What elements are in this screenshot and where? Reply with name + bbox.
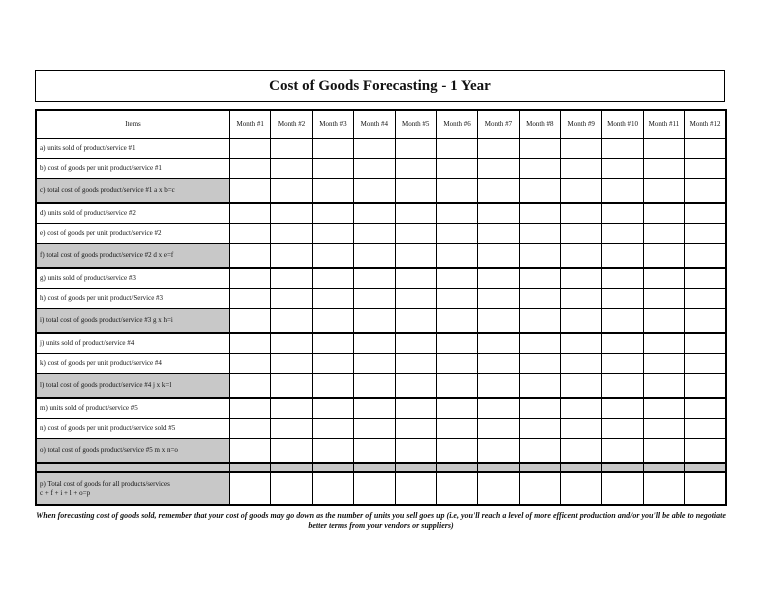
month-value-cell[interactable] [643,419,684,439]
row-label: e) cost of goods per unit product/service #2 [36,224,230,244]
items-column-header: Items [36,110,230,139]
month-value-cell[interactable] [643,224,684,244]
month-value-cell[interactable] [312,268,353,289]
table-row [36,289,726,309]
month-value-cell[interactable] [602,224,643,244]
month-value-cell[interactable] [271,224,312,244]
month-value-cell[interactable] [395,224,436,244]
month-value-cell[interactable] [354,463,395,472]
month-value-cell[interactable] [519,439,560,464]
month-value-cell[interactable] [395,179,436,204]
month-value-cell[interactable] [478,139,519,159]
row-label: k) cost of goods per unit product/service #4 [36,354,230,374]
month-value-cell[interactable] [685,139,726,159]
month-value-cell[interactable] [478,472,519,505]
month-value-cell[interactable] [602,439,643,464]
month-value-cell[interactable] [685,439,726,464]
month-value-cell[interactable] [354,289,395,309]
month-value-cell[interactable] [436,398,477,419]
month-value-cell[interactable] [519,472,560,505]
month-value-cell[interactable] [561,354,602,374]
month-value-cell[interactable] [602,463,643,472]
month-value-cell[interactable] [271,179,312,204]
month-value-cell[interactable] [312,463,353,472]
month-value-cell[interactable] [230,309,271,334]
month-value-cell[interactable] [436,203,477,224]
month-value-cell[interactable] [354,398,395,419]
month-value-cell[interactable] [395,159,436,179]
table-row [36,472,726,505]
month-value-cell[interactable] [312,244,353,269]
month-value-cell[interactable] [230,268,271,289]
month-column-header: Month #5 [395,110,436,139]
table-body [36,139,726,506]
row-label: p) Total cost of goods for all products/services c + f + i + l + o=p [36,472,230,505]
month-value-cell[interactable] [685,419,726,439]
month-value-cell[interactable] [436,289,477,309]
month-value-cell[interactable] [561,224,602,244]
month-value-cell[interactable] [685,463,726,472]
month-value-cell[interactable] [271,472,312,505]
month-value-cell[interactable] [685,289,726,309]
month-value-cell[interactable] [395,139,436,159]
month-value-cell[interactable] [602,159,643,179]
month-value-cell[interactable] [519,463,560,472]
month-value-cell[interactable] [602,472,643,505]
month-value-cell[interactable] [602,354,643,374]
month-value-cell[interactable] [312,309,353,334]
month-value-cell[interactable] [271,203,312,224]
table-row [36,463,726,472]
month-value-cell[interactable] [230,472,271,505]
month-value-cell[interactable] [519,398,560,419]
month-value-cell[interactable] [602,139,643,159]
month-column-header: Month #6 [436,110,477,139]
month-value-cell[interactable] [354,159,395,179]
forecast-table [35,109,727,506]
month-value-cell[interactable] [561,374,602,399]
month-value-cell[interactable] [395,244,436,269]
month-value-cell[interactable] [602,419,643,439]
month-value-cell[interactable] [395,472,436,505]
month-value-cell[interactable] [271,419,312,439]
month-value-cell[interactable] [643,398,684,419]
month-value-cell[interactable] [685,179,726,204]
month-value-cell[interactable] [230,244,271,269]
month-value-cell[interactable] [478,289,519,309]
month-value-cell[interactable] [643,289,684,309]
month-value-cell[interactable] [271,374,312,399]
month-value-cell[interactable] [230,139,271,159]
month-value-cell[interactable] [354,268,395,289]
month-value-cell[interactable] [685,159,726,179]
month-value-cell[interactable] [395,354,436,374]
month-value-cell[interactable] [478,374,519,399]
table-row [36,244,726,269]
month-value-cell[interactable] [561,203,602,224]
month-value-cell[interactable] [519,309,560,334]
month-value-cell[interactable] [312,224,353,244]
month-value-cell[interactable] [685,472,726,505]
month-value-cell[interactable] [643,179,684,204]
row-label [36,463,230,472]
month-value-cell[interactable] [478,309,519,334]
month-value-cell[interactable] [519,268,560,289]
month-value-cell[interactable] [271,463,312,472]
month-value-cell[interactable] [643,463,684,472]
month-value-cell[interactable] [354,179,395,204]
month-value-cell[interactable] [312,159,353,179]
table-row [36,159,726,179]
month-value-cell[interactable] [519,179,560,204]
forecast-note: When forecasting cost of goods sold, remember that your cost of goods may go down as the number of units you sell goes up (i.e, you'll reach a level of more efficent production and/or you'll be able to negotiate better terms from your vendors or suppliers) [36,511,726,530]
month-value-cell[interactable] [312,374,353,399]
month-value-cell[interactable] [436,463,477,472]
month-value-cell[interactable] [436,244,477,269]
month-value-cell[interactable] [561,289,602,309]
row-label: c) total cost of goods product/service #1 a x b=c [36,179,230,204]
table-header-row [36,110,726,139]
row-label: h) cost of goods per unit product/Service #3 [36,289,230,309]
month-value-cell[interactable] [230,439,271,464]
month-column-header: Month #11 [643,110,684,139]
month-value-cell[interactable] [478,203,519,224]
month-value-cell[interactable] [312,139,353,159]
table-row [36,309,726,334]
month-column-header: Month #3 [312,110,353,139]
month-value-cell[interactable] [478,419,519,439]
month-value-cell[interactable] [354,309,395,334]
month-column-header: Month #10 [602,110,643,139]
month-value-cell[interactable] [643,374,684,399]
month-value-cell[interactable] [271,244,312,269]
month-value-cell[interactable] [478,463,519,472]
month-value-cell[interactable] [395,333,436,354]
month-value-cell[interactable] [519,244,560,269]
month-value-cell[interactable] [519,354,560,374]
month-value-cell[interactable] [685,309,726,334]
month-value-cell[interactable] [519,374,560,399]
month-value-cell[interactable] [436,354,477,374]
month-value-cell[interactable] [230,289,271,309]
month-value-cell[interactable] [436,472,477,505]
month-column-header: Month #12 [685,110,726,139]
month-value-cell[interactable] [561,398,602,419]
month-value-cell[interactable] [395,309,436,334]
month-value-cell[interactable] [478,179,519,204]
month-value-cell[interactable] [643,439,684,464]
month-value-cell[interactable] [561,139,602,159]
month-column-header: Month #9 [561,110,602,139]
month-value-cell[interactable] [312,439,353,464]
month-value-cell[interactable] [602,309,643,334]
month-value-cell[interactable] [271,439,312,464]
month-value-cell[interactable] [230,224,271,244]
month-value-cell[interactable] [519,333,560,354]
month-value-cell[interactable] [478,354,519,374]
month-value-cell[interactable] [685,333,726,354]
month-value-cell[interactable] [395,374,436,399]
month-value-cell[interactable] [230,203,271,224]
month-value-cell[interactable] [561,268,602,289]
month-value-cell[interactable] [230,398,271,419]
month-value-cell[interactable] [436,179,477,204]
month-value-cell[interactable] [685,244,726,269]
month-column-header: Month #2 [271,110,312,139]
month-value-cell[interactable] [354,203,395,224]
month-value-cell[interactable] [312,333,353,354]
month-value-cell[interactable] [643,333,684,354]
month-value-cell[interactable] [230,463,271,472]
month-value-cell[interactable] [395,439,436,464]
row-label: i) total cost of goods product/service #3 g x h=i [36,309,230,334]
month-column-header: Month #7 [478,110,519,139]
month-value-cell[interactable] [685,354,726,374]
month-value-cell[interactable] [271,139,312,159]
month-value-cell[interactable] [395,419,436,439]
month-value-cell[interactable] [271,268,312,289]
row-label: o) total cost of goods product/service #5 m x n=o [36,439,230,464]
month-value-cell[interactable] [271,354,312,374]
month-value-cell[interactable] [436,159,477,179]
month-value-cell[interactable] [312,398,353,419]
row-label: l) total cost of goods product/service #4 j x k=l [36,374,230,399]
month-value-cell[interactable] [436,333,477,354]
table-row [36,139,726,159]
month-value-cell[interactable] [478,439,519,464]
table-row [36,354,726,374]
month-value-cell[interactable] [602,289,643,309]
month-value-cell[interactable] [230,159,271,179]
month-value-cell[interactable] [354,244,395,269]
table-row [36,439,726,464]
month-value-cell[interactable] [395,463,436,472]
month-value-cell[interactable] [230,179,271,204]
month-value-cell[interactable] [602,333,643,354]
month-value-cell[interactable] [436,139,477,159]
month-value-cell[interactable] [478,244,519,269]
row-label: j) units sold of product/service #4 [36,333,230,354]
month-value-cell[interactable] [230,419,271,439]
month-value-cell[interactable] [436,268,477,289]
month-value-cell[interactable] [519,139,560,159]
table-row [36,179,726,204]
month-value-cell[interactable] [271,289,312,309]
month-value-cell[interactable] [643,354,684,374]
month-value-cell[interactable] [561,463,602,472]
month-value-cell[interactable] [643,203,684,224]
month-value-cell[interactable] [271,333,312,354]
month-value-cell[interactable] [561,472,602,505]
table-row [36,203,726,224]
row-label: g) units sold of product/service #3 [36,268,230,289]
month-value-cell[interactable] [395,268,436,289]
table-row [36,333,726,354]
month-value-cell[interactable] [230,374,271,399]
month-value-cell[interactable] [395,203,436,224]
month-value-cell[interactable] [312,203,353,224]
month-value-cell[interactable] [602,203,643,224]
row-label: d) units sold of product/service #2 [36,203,230,224]
table-row [36,374,726,399]
month-value-cell[interactable] [271,309,312,334]
month-value-cell[interactable] [561,439,602,464]
row-label: f) total cost of goods product/service #2 d x e=f [36,244,230,269]
month-value-cell[interactable] [478,333,519,354]
month-value-cell[interactable] [436,419,477,439]
month-value-cell[interactable] [312,179,353,204]
month-value-cell[interactable] [602,374,643,399]
month-value-cell[interactable] [354,419,395,439]
month-value-cell[interactable] [602,244,643,269]
month-value-cell[interactable] [395,289,436,309]
month-value-cell[interactable] [354,472,395,505]
month-value-cell[interactable] [561,159,602,179]
month-value-cell[interactable] [478,268,519,289]
month-value-cell[interactable] [643,309,684,334]
month-value-cell[interactable] [643,268,684,289]
table-row [36,268,726,289]
month-value-cell[interactable] [312,419,353,439]
month-value-cell[interactable] [312,472,353,505]
month-value-cell[interactable] [643,139,684,159]
month-value-cell[interactable] [519,203,560,224]
month-value-cell[interactable] [436,374,477,399]
table-row [36,398,726,419]
month-value-cell[interactable] [478,159,519,179]
month-value-cell[interactable] [561,333,602,354]
month-value-cell[interactable] [643,159,684,179]
month-value-cell[interactable] [561,309,602,334]
month-value-cell[interactable] [478,398,519,419]
month-column-header: Month #4 [354,110,395,139]
table-row [36,419,726,439]
month-value-cell[interactable] [312,289,353,309]
month-value-cell[interactable] [395,398,436,419]
month-value-cell[interactable] [354,354,395,374]
row-label: n) cost of goods per unit product/service sold #5 [36,419,230,439]
month-value-cell[interactable] [354,439,395,464]
row-label: b) cost of goods per unit product/service #1 [36,159,230,179]
month-value-cell[interactable] [602,398,643,419]
month-value-cell[interactable] [354,139,395,159]
month-value-cell[interactable] [230,354,271,374]
month-value-cell[interactable] [519,419,560,439]
month-value-cell[interactable] [312,354,353,374]
month-value-cell[interactable] [685,398,726,419]
month-value-cell[interactable] [519,159,560,179]
month-value-cell[interactable] [230,333,271,354]
month-value-cell[interactable] [685,224,726,244]
month-value-cell[interactable] [436,309,477,334]
month-value-cell[interactable] [354,374,395,399]
month-value-cell[interactable] [436,439,477,464]
month-value-cell[interactable] [643,472,684,505]
month-value-cell[interactable] [561,419,602,439]
month-value-cell[interactable] [519,289,560,309]
month-value-cell[interactable] [478,224,519,244]
month-column-header: Month #8 [519,110,560,139]
month-value-cell[interactable] [561,244,602,269]
month-value-cell[interactable] [685,203,726,224]
month-value-cell[interactable] [685,374,726,399]
table-row [36,224,726,244]
month-column-header: Month #1 [230,110,271,139]
month-value-cell[interactable] [354,333,395,354]
row-label: a) units sold of product/service #1 [36,139,230,159]
page-title: Cost of Goods Forecasting - 1 Year [35,70,725,102]
month-value-cell[interactable] [519,224,560,244]
month-value-cell[interactable] [271,398,312,419]
month-value-cell[interactable] [271,159,312,179]
row-label: m) units sold of product/service #5 [36,398,230,419]
month-value-cell[interactable] [643,244,684,269]
month-value-cell[interactable] [354,224,395,244]
month-value-cell[interactable] [602,179,643,204]
month-value-cell[interactable] [436,224,477,244]
month-value-cell[interactable] [685,268,726,289]
month-value-cell[interactable] [561,179,602,204]
month-value-cell[interactable] [602,268,643,289]
